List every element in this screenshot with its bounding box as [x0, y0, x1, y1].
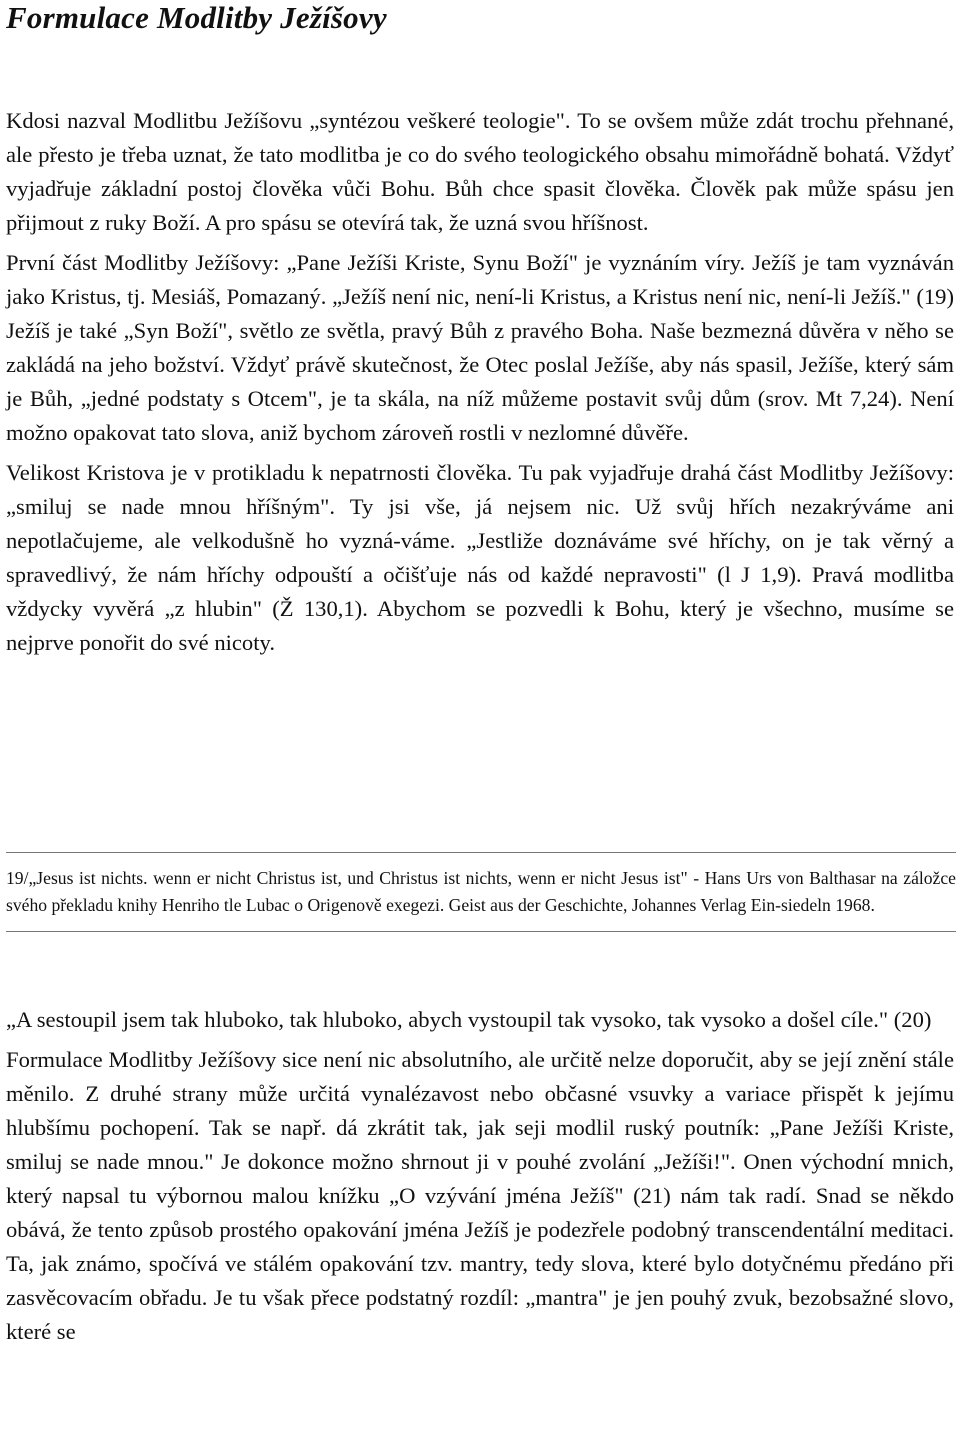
- paragraph-mercy: Velikost Kristova je v protikladu k nepatrnosti člověka. Tu pak vyjadřuje drahá část Modlitby Ježíšovy: „smiluj se nade mnou hříšným". Ty jsi vše, já nejsem nic. Už svůj hřích nezakrýváme ani nepotlačujeme, ale velkodušně ho vyzná-váme. „Jestliže doznáváme své hříchy, on je tak věrný a spravedlivý, že nám hříchy odpouští a očišťuje nás od každé nepravosti" (l J 1,9). Pravá modlitba vždycky vyvěrá „z hlubin" (Ž 130,1). Abychom se pozvedli k Bohu, který je všechno, musíme se nejprve ponořit do své nicoty.: [6, 460, 954, 655]
- paragraph-formulation: Formulace Modlitby Ježíšovy sice není nic absolutního, ale určitě nelze doporučit, aby se její znění stále měnilo. Z druhé strany může určitá vynalézavost nebo občasné vsuvky a variace přispět k jejímu hlubšímu pochopení. Tak se např. dá zkrátit tak, jak seji modlil ruský poutník: „Pane Ježíši Kriste, smiluj se nade mnou." Je dokonce možno shrnout ji v pouhé zvolání „Ježíši!". Onen východní mnich, který napsal tu výbornou malou knížku „O vzývání jména Ježíš" (21) nám tak radí. Snad se někdo obává, že tento způsob prostého opakování jména Ježíš je podezřele podobný transcendentální meditaci. Ta, jak známo, spočívá ve stálém opakování tzv. mantry, tedy slova, které bylo dotyčnému předáno při zasvěcovacím obřadu. Je tu však přece podstatný rozdíl: „mantra" je jen pouhý zvuk, bezobsažné slovo, které se: [6, 1047, 954, 1344]
- document-title: Formulace Modlitby Ježíšovy: [6, 0, 387, 35]
- lower-text: [6, 1003, 954, 1349]
- paragraph-confession: První část Modlitby Ježíšovy: „Pane Ježíši Kriste, Synu Boží" je vyznáním víry. Ježíš je tam vyznáván jako Kristus, tj. Mesiáš, Pomazaný. „Ježíš není nic, není-li Kristus, a Kristus není nic, není-li Ježíš." (19) Ježíš je také „Syn Boží", světlo ze světla, pravý Bůh z pravého Boha. Naše bezmezná důvěra v něho se zakládá na jeho božství. Vždyť právě skutečnost, že Otec poslal Ježíše, aby nás spasil, Ježíše, který sám je Bůh, „jedné podstaty s Otcem", je ta skála, na níž můžeme postavit svůj dům (srov. Mt 7,24). Není možno opakovat tato slova, aniž bychom zároveň rostli v nezlomné důvěře.: [6, 250, 954, 445]
- footnote: 19/„Jesus ist nichts. wenn er nicht Christus ist, und Christus ist nichts, wenn er nicht Jesus ist" - Hans Urs von Balthasar na záložce svého překladu knihy Henriho tle Lubac o Origenově exegezi. Geist aus der Geschichte, Johannes Verlag Ein-siedeln 1968.: [6, 852, 956, 932]
- paragraph-theology: Kdosi nazval Modlitbu Ježíšovu „syntézou veškeré teologie". To se ovšem může zdát trochu přehnané, ale přesto je třeba uznat, že tato modlitba je co do svého teologického obsahu mimořádně bohatá. Vždyť vyjadřuje základní postoj člověka vůči Bohu. Bůh chce spasit člověka. Člověk pak může spásu jen přijmout z ruky Boží. A pro spásu se otevírá tak, že uzná svou hříšnost.: [6, 108, 954, 235]
- main-text: [6, 104, 954, 660]
- quote-paragraph: „A sestoupil jsem tak hluboko, tak hluboko, abych vystoupil tak vysoko, tak vysoko a došel cíle." (20): [6, 1007, 932, 1032]
